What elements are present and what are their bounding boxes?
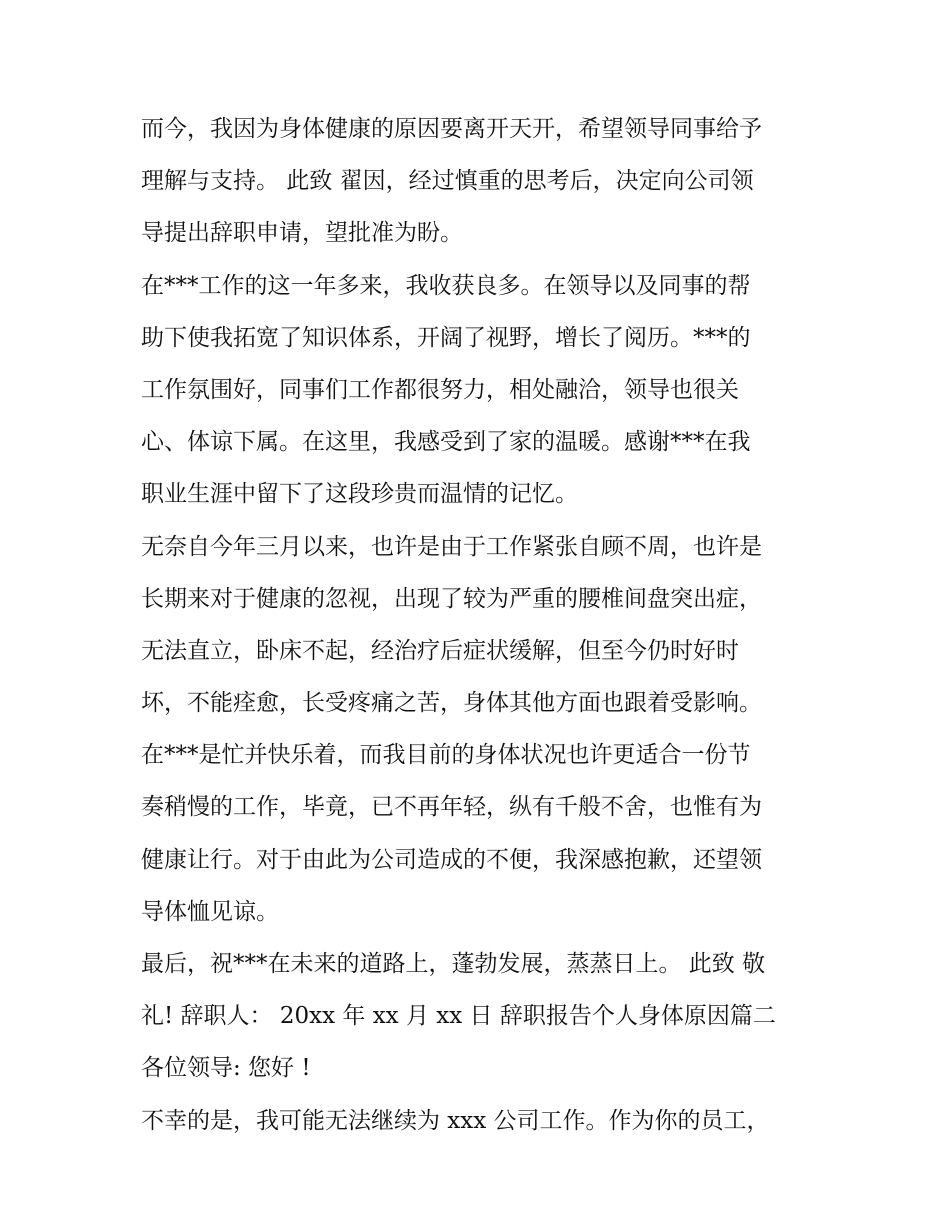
- text-line: 理解与支持。 此致 翟因，经过慎重的思考后，决定向公司领: [141, 168, 754, 195]
- text-line: 各位领导: 您好 !: [141, 1055, 311, 1082]
- text-line: 无奈自今年三月以来，也许是由于工作紧张自顾不周，也许是: [141, 533, 762, 560]
- text-line: 在***工作的这一年多来，我收获良多。在领导以及同事的帮: [141, 272, 751, 299]
- text-line: 而今，我因为身体健康的原因要离开天开，希望领导同事给予: [141, 116, 762, 142]
- text-line: 长期来对于健康的忽视，出现了较为严重的腰椎间盘突出症，: [141, 585, 762, 612]
- text-line: 不幸的是，我可能无法继续为 xxx 公司工作。作为你的员工，: [141, 1107, 770, 1134]
- text-line: 心、体谅下属。在这里，我感受到了家的温暖。感谢***在我: [141, 429, 751, 456]
- text-line: 导提出辞职申请，望批准为盼。: [141, 220, 463, 247]
- text-line: 坏，不能痊愈，长受疼痛之苦，身体其他方面也跟着受影响。: [141, 690, 762, 717]
- text-line: 最后，祝***在未来的道路上，蓬勃发展，蒸蒸日上。 此致 敬: [141, 951, 766, 977]
- text-line: 导体恤见谅。: [141, 898, 279, 925]
- text-line: 职业生涯中留下了这段珍贵而温情的记忆。: [141, 481, 578, 508]
- text-line: 在***是忙并快乐着，而我目前的身体状况也许更适合一份节: [141, 742, 751, 769]
- text-line: 奏稍慢的工作，毕竟，已不再年轻，纵有千般不舍，也惟有为: [141, 794, 762, 821]
- document-body: [141, 110, 821, 1154]
- text-line: 工作氛围好，同事们工作都很努力，相处融洽，领导也很关: [141, 376, 739, 403]
- text-line: 健康让行。对于由此为公司造成的不便，我深感抱歉，还望领: [141, 846, 762, 873]
- text-line: 礼! 辞职人： 20xx 年 xx 月 xx 日 辞职报告个人身体原因篇二: [141, 1003, 776, 1030]
- text-line: 助下使我拓宽了知识体系，开阔了视野，增长了阅历。***的: [141, 324, 751, 351]
- text-line: 无法直立，卧床不起，经治疗后症状缓解，但至今仍时好时: [141, 637, 739, 664]
